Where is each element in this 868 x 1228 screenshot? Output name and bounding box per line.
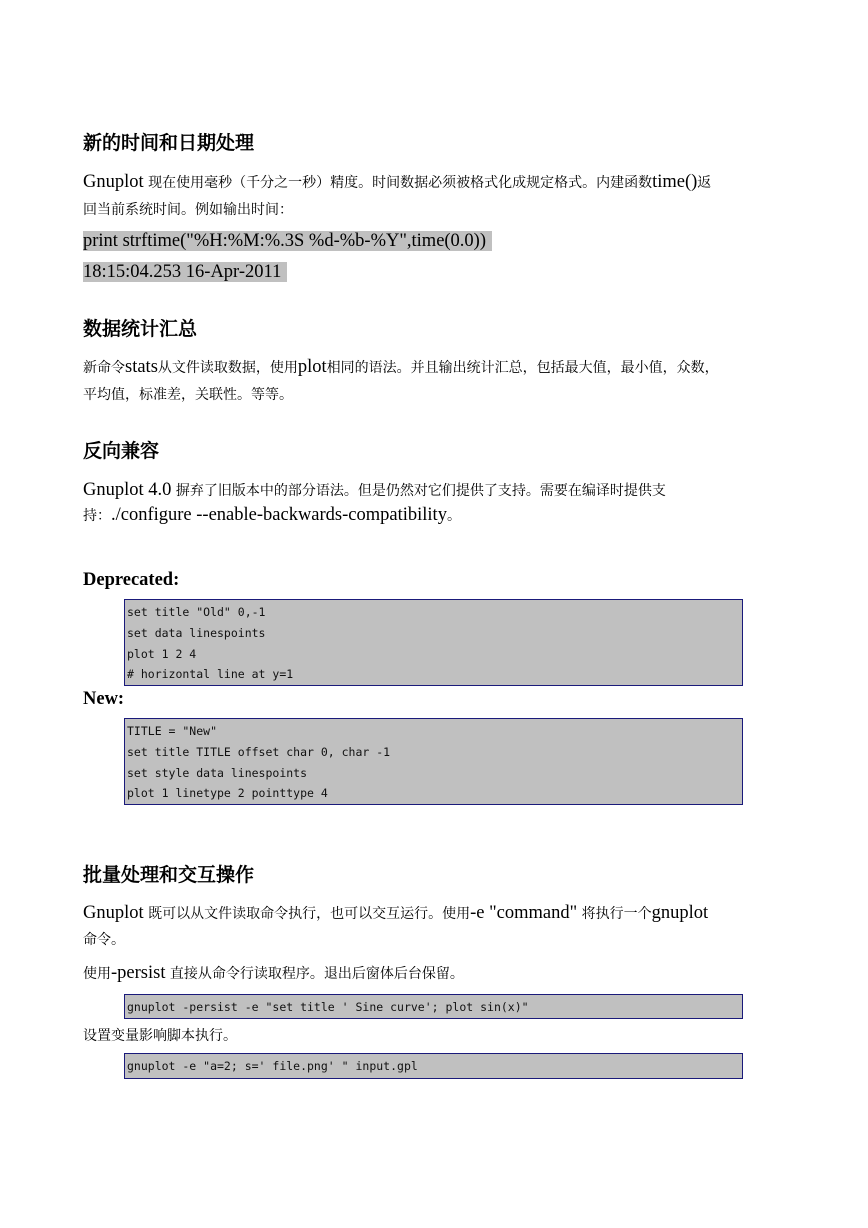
text-stats: stats [125,357,158,377]
text-persist-option: -persist [111,963,166,983]
new-label: New: [83,689,125,709]
text-cn: 现在使用毫秒（千分之一秒）精度。时间数据必须被格式化成规定格式。内建函数 [143,175,653,191]
section-title-batch: 批量处理和交互操作 [83,864,255,886]
text-configure-cmd: ./configure --enable-backwards-compatibility [111,505,447,525]
code-line: gnuplot -persist -e "set title ' Sine curve'; plot sin(x)" [127,1000,529,1014]
deprecated-code-block [124,599,743,686]
code-line: set title TITLE offset char 0, char -1 [127,744,391,759]
code-strftime: print strftime("%H:%M:%.3S %d-%b-%Y",time(0.0)) [83,231,492,251]
code-line: plot 1 2 4 [127,646,197,661]
code-line: gnuplot -e "a=2; s=' file.png' " input.gpl [127,1059,418,1073]
batch-paragraph-line1 [83,902,708,925]
highlighted-output-line [83,259,287,285]
section-title-stats: 数据统计汇总 [83,318,198,340]
deprecated-label: Deprecated: [83,570,180,590]
text-cn: 摒弃了旧版本中的部分语法。但是仍然对它们提供了支持。需要在编译时提供支 [171,483,666,499]
persist-paragraph [83,962,464,985]
text-plot: plot [297,357,327,377]
code-line: set data linespoints [127,625,266,640]
text-gnuplot-version: Gnuplot 4.0 [83,480,172,500]
text-cn: 使用 [83,966,111,982]
stats-paragraph-line1 [83,356,719,379]
stats-paragraph-line2: 平均值，标准差，关联性。等等。 [83,387,293,403]
code-line: set title "Old" 0,-1 [127,605,266,619]
text-cn: 相同的语法。并且输出统计汇总，包括最大值，最小值，众数， [326,360,719,376]
text-cn: 返 [697,175,712,191]
variables-paragraph: 设置变量影响脚本执行。 [83,1028,237,1044]
code-line: TITLE = "New" [127,724,218,738]
text-e-option: -e "command" [470,903,578,923]
compat-paragraph-line2 [83,504,461,527]
text-cn: 。 [446,508,461,524]
text-cn: 既可以从文件读取命令执行，也可以交互运行。使用 [143,906,471,922]
section-title-compat: 反向兼容 [83,440,160,462]
datetime-paragraph-line2: 回当前系统时间。例如输出时间： [83,202,293,218]
text-cn: 持： [83,508,111,524]
text-gnuplot: gnuplot [651,903,709,923]
text-cn: 直接从命令行读取程序。退出后窗体后台保留。 [165,966,464,982]
output-time: 18:15:04.253 16-Apr-2011 [83,262,287,282]
compat-paragraph-line1 [83,479,666,502]
variables-code-block [124,1053,743,1079]
code-line: plot 1 linetype 2 pointtype 4 [127,786,328,801]
text-time-func: time() [652,172,698,192]
text-cn: 新命令 [83,360,125,376]
persist-code-block [124,994,743,1019]
section-title-datetime: 新的时间和日期处理 [83,132,255,154]
batch-paragraph-line2: 命令。 [83,932,125,948]
text-gnuplot: Gnuplot [83,903,144,923]
highlighted-code-line [83,228,492,254]
code-line: # horizontal line at y=1 [127,667,294,682]
datetime-paragraph-line1 [83,171,711,194]
text-gnuplot: Gnuplot [83,172,144,192]
text-cn: 将执行一个 [577,906,652,922]
new-code-block [124,718,743,805]
code-line: set style data linespoints [127,765,308,780]
text-cn: 从文件读取数据，使用 [157,360,298,376]
